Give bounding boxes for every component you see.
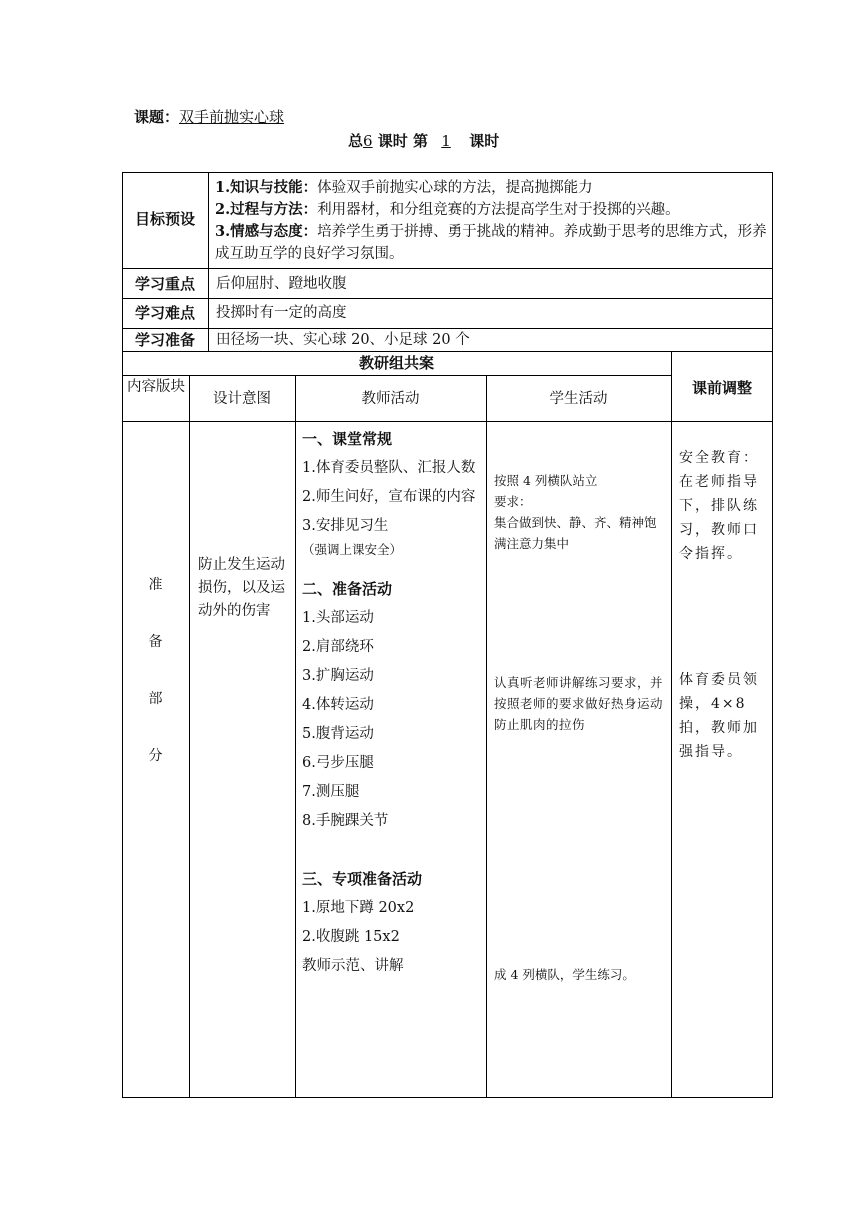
teacher-section-routine: 一、课堂常规 xyxy=(302,430,393,448)
key-point-value: 后仰屈肘、蹬地收腹 xyxy=(216,276,347,292)
section-name: 准 备 部 分 xyxy=(148,577,163,764)
adjust-safety: 安全教育：在老师指导下，排队练习，教师口令指挥。 xyxy=(679,450,759,562)
objective-process: 2.过程与方法：利用器材，和分组竞赛的方法提高学生对于投掷的兴趣。 xyxy=(215,201,680,218)
col-student: 学生活动 xyxy=(549,391,608,407)
col-teacher: 教师活动 xyxy=(361,391,420,407)
objective-knowledge: 1.知识与技能：体验双手前抛实心球的方法，提高抛掷能力 xyxy=(215,179,593,196)
teacher-section-special: 三、专项准备活动 xyxy=(302,870,423,888)
teacher-activities: 一、课堂常规 1.体育委员整队、汇报人数 2.师生问好，宣布课的内容 3.安排见习生 （强调上课安全） 二、准备活动 1.头部运动 2.肩部绕环 3.扩胸运动 4.体转运动 5.腹背运动 6.弓步压腿 7.测压腿 8.手腕踝关节 三、专项准备活动 1.原地下蹲 20x2 2.收腹跳 15x2 教师示范、讲解 xyxy=(302,425,482,981)
student-activity-special: 成 4 列横队，学生练习。 xyxy=(494,967,635,982)
adjust-header: 课前调整 xyxy=(691,379,752,397)
teacher-section-warmup: 二、准备活动 xyxy=(302,580,393,598)
group-plan-label: 教研组共案 xyxy=(358,354,434,372)
topic-value: 双手前抛实心球 xyxy=(179,108,285,126)
objectives-label: 目标预设 xyxy=(134,210,195,228)
adjust-warmup: 体育委员领操，4×8拍，教师加强指导。 xyxy=(679,672,759,760)
objectives-content xyxy=(215,177,769,265)
preparation-value: 田径场一块、实心球 20、小足球 20 个 xyxy=(216,332,470,348)
current-lesson: 1 xyxy=(441,132,451,150)
student-activity-warmup: 认真听老师讲解练习要求，并按照老师的要求做好热身运动防止肌肉的拉伤 xyxy=(494,675,664,732)
objective-attitude: 3.情感与态度：培养学生勇于拼搏、勇于挑战的精神。养成勤于思考的思维方式，形养成互助互学的良好学习氛围。 xyxy=(215,223,767,262)
student-activity-routine: 按照 4 列横队站立 要求： 集合做到快、静、齐、精神饱满注意力集中 xyxy=(494,473,657,551)
col-section: 内容版块 xyxy=(127,379,185,395)
difficulty-value: 投掷时有一定的高度 xyxy=(216,305,347,321)
col-intent: 设计意图 xyxy=(213,391,271,407)
preparation-label: 学习准备 xyxy=(134,331,195,349)
topic-label: 课题： xyxy=(134,108,180,126)
lesson-count: 总6 课时 第 1 课时 xyxy=(348,132,500,150)
design-intent: 防止发生运动损伤，以及运动外的伤害 xyxy=(198,557,285,619)
total-lessons: 6 xyxy=(363,132,373,150)
key-point-label: 学习重点 xyxy=(134,275,195,293)
difficulty-label: 学习难点 xyxy=(134,304,195,322)
lesson-topic xyxy=(134,106,289,127)
